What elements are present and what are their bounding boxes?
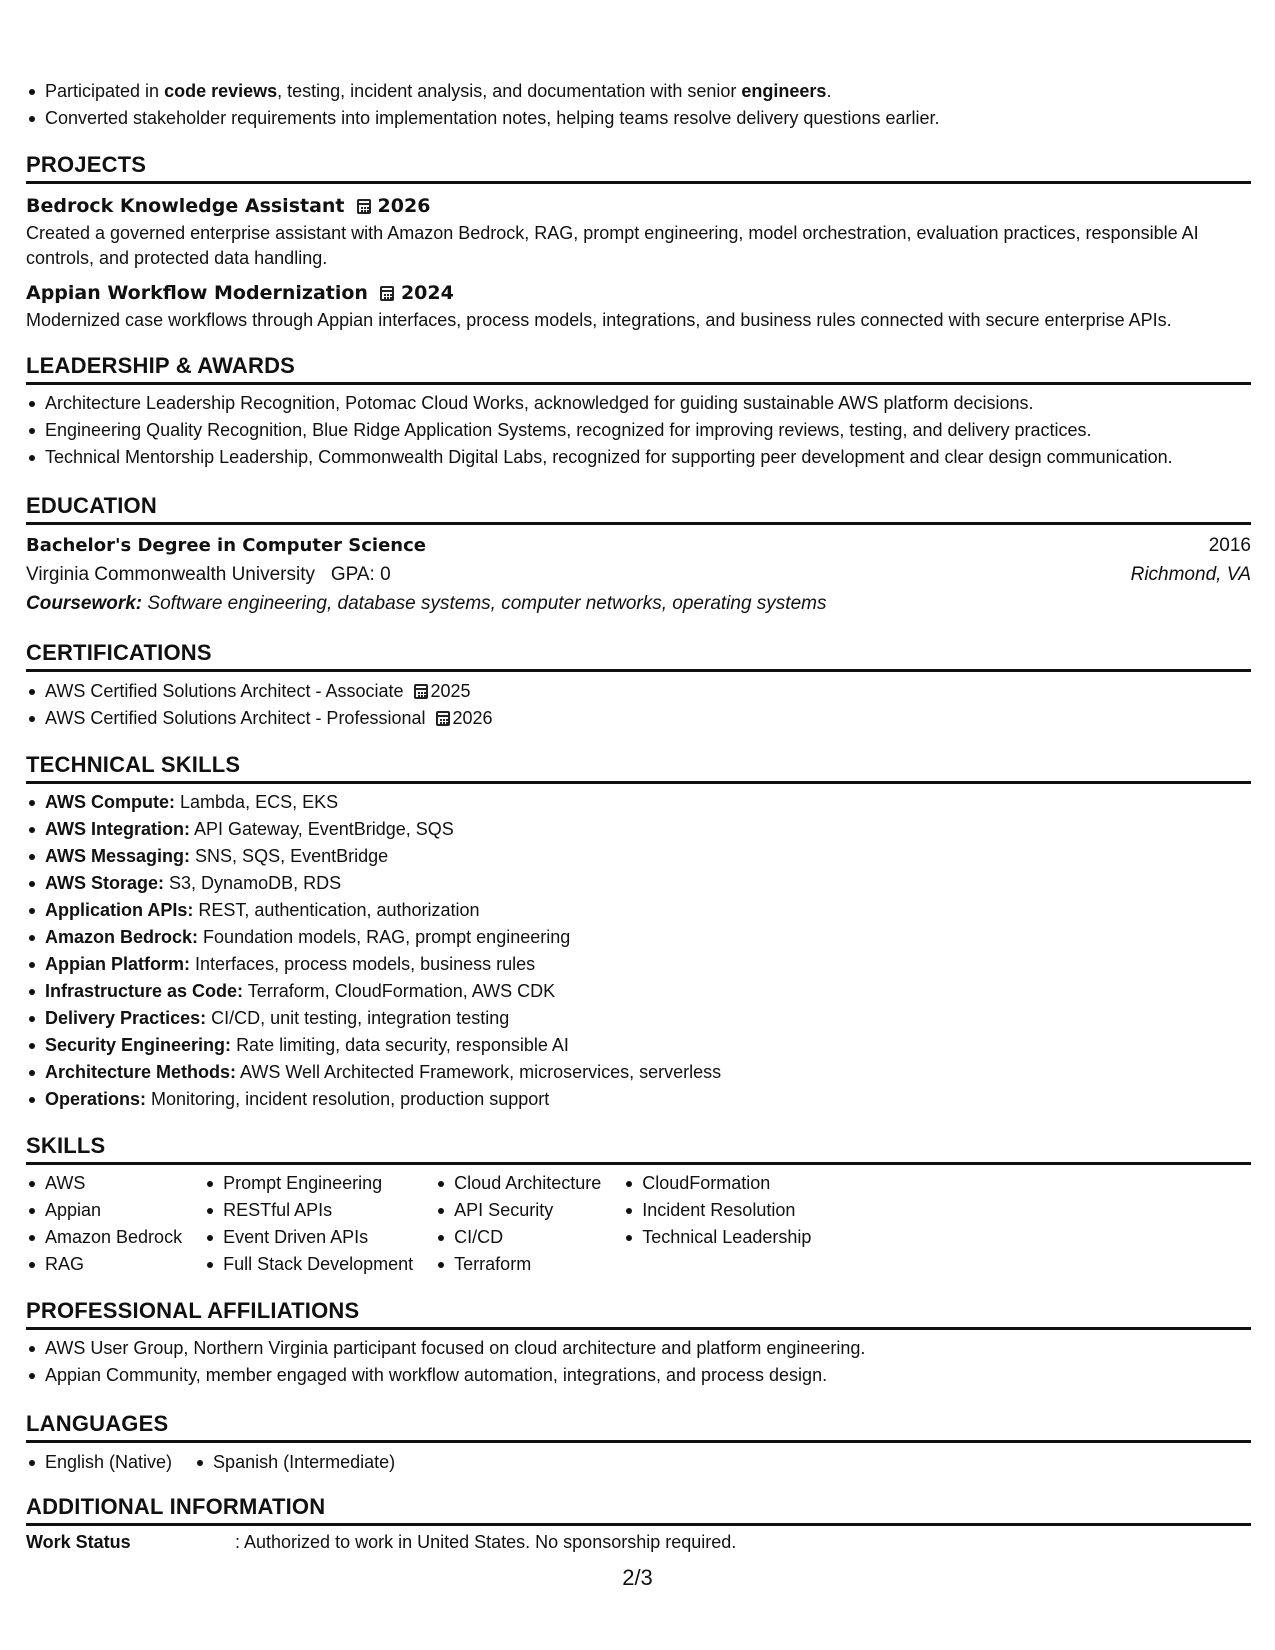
skills-column (204, 1170, 413, 1278)
leadership-item: Architecture Leadership Recognition, Potomac Cloud Works, acknowledged for guiding sustainable AWS platform decisions. (26, 390, 1251, 417)
skill-item: Event Driven APIs (204, 1224, 413, 1251)
leadership-item: Engineering Quality Recognition, Blue Ridge Application Systems, recognized for improving reviews, testing, and delivery practices. (26, 417, 1251, 444)
technical-skill-item: AWS Storage: S3, DynamoDB, RDS (26, 870, 1251, 897)
coursework-label: Coursework: (26, 593, 143, 614)
skills-columns (26, 1170, 1251, 1278)
graduation-year: 2016 (1208, 535, 1251, 556)
technical-skills-list (26, 789, 1251, 1113)
certification-list (26, 678, 1251, 732)
coursework-value: Software engineering, database systems, computer networks, operating systems (147, 593, 827, 614)
technical-skill-item: Amazon Bedrock: Foundation models, RAG, prompt engineering (26, 924, 1251, 951)
skill-item: API Security (435, 1197, 601, 1224)
project-item (26, 278, 1251, 333)
calendar-icon (380, 286, 394, 301)
school-name: Virginia Commonwealth University (26, 564, 315, 585)
project-description: Created a governed enterprise assistant with Amazon Bedrock, RAG, prompt engineering, model orchestration, evaluation practices, responsible AI controls, and protected data handling. (26, 223, 1199, 268)
technical-skill-item: AWS Compute: Lambda, ECS, EKS (26, 789, 1251, 816)
section-title-leadership: LEADERSHIP & AWARDS (26, 351, 1251, 385)
affiliation-item: Appian Community, member engaged with workflow automation, integrations, and process design. (26, 1362, 1251, 1389)
work-status-value: : Authorized to work in United States. No sponsorship required. (235, 1532, 737, 1552)
technical-skill-item: Architecture Methods: AWS Well Architected Framework, microservices, serverless (26, 1059, 1251, 1086)
project-description: Modernized case workflows through Appian interfaces, process models, integrations, and business rules connected with secure enterprise APIs. (26, 310, 1172, 330)
project-date: 2026 (377, 195, 431, 217)
technical-skill-item: AWS Messaging: SNS, SQS, EventBridge (26, 843, 1251, 870)
calendar-icon (436, 711, 450, 726)
intro-bullet: Converted stakeholder requirements into implementation notes, helping teams resolve delivery questions earlier. (26, 105, 1251, 132)
project-title (26, 191, 1251, 221)
project-name: Bedrock Knowledge Assistant (26, 195, 345, 217)
technical-skill-item: Security Engineering: Rate limiting, data security, responsible AI (26, 1032, 1251, 1059)
project-title (26, 278, 1251, 308)
project-date: 2024 (400, 282, 454, 304)
skill-item: Technical Leadership (623, 1224, 811, 1251)
skill-item: Terraform (435, 1251, 601, 1278)
school-location: Richmond, VA (1130, 564, 1251, 585)
leadership-list (26, 390, 1251, 471)
education-row (26, 560, 1251, 589)
technical-skill-item: Operations: Monitoring, incident resolution, production support (26, 1086, 1251, 1113)
section-title-technical-skills: TECHNICAL SKILLS (26, 750, 1251, 784)
work-status-label: Work Status (26, 1532, 131, 1552)
resume-content (26, 78, 1251, 1556)
calendar-icon (357, 199, 371, 214)
skill-item: Full Stack Development (204, 1251, 413, 1278)
languages-list (26, 1449, 1251, 1476)
section-title-education: EDUCATION (26, 491, 1251, 525)
technical-skill-item: Appian Platform: Interfaces, process models, business rules (26, 951, 1251, 978)
certification-item: AWS Certified Solutions Architect - Associate 2025 (26, 678, 1251, 705)
skills-column (435, 1170, 601, 1278)
page-number: 2/3 (622, 1565, 653, 1590)
technical-skill-item: Application APIs: REST, authentication, authorization (26, 897, 1251, 924)
technical-skill-item: Infrastructure as Code: Terraform, CloudFormation, AWS CDK (26, 978, 1251, 1005)
intro-bullet: Participated in code reviews, testing, incident analysis, and documentation with senior engineers. (26, 78, 1251, 105)
leadership-item: Technical Mentorship Leadership, Commonwealth Digital Labs, recognized for supporting peer development and clear design communication. (26, 444, 1251, 471)
project-name: Appian Workflow Modernization (26, 282, 368, 304)
skill-item: AWS (26, 1170, 182, 1197)
skill-item: Appian (26, 1197, 182, 1224)
coursework (26, 589, 1251, 618)
affiliations-list (26, 1335, 1251, 1389)
intro-bullet-list (26, 78, 1251, 132)
section-title-projects: PROJECTS (26, 150, 1251, 184)
skill-item: Cloud Architecture (435, 1170, 601, 1197)
section-title-skills: SKILLS (26, 1131, 1251, 1165)
skill-item: CI/CD (435, 1224, 601, 1251)
language-item: Spanish (Intermediate) (194, 1449, 395, 1476)
skill-item: Amazon Bedrock (26, 1224, 182, 1251)
technical-skill-item: Delivery Practices: CI/CD, unit testing, integration testing (26, 1005, 1251, 1032)
technical-skill-item: AWS Integration: API Gateway, EventBridge, SQS (26, 816, 1251, 843)
skill-item: Incident Resolution (623, 1197, 811, 1224)
skills-column (623, 1170, 811, 1278)
certification-item: AWS Certified Solutions Architect - Professional 2026 (26, 705, 1251, 732)
affiliation-item: AWS User Group, Northern Virginia participant focused on cloud architecture and platform engineering. (26, 1335, 1251, 1362)
skill-item: RESTful APIs (204, 1197, 413, 1224)
skills-column (26, 1170, 182, 1278)
skill-item: RAG (26, 1251, 182, 1278)
degree: Bachelor's Degree in Computer Science (26, 535, 426, 556)
project-item (26, 191, 1251, 271)
gpa: GPA: 0 (330, 564, 391, 585)
section-title-affiliations: PROFESSIONAL AFFILIATIONS (26, 1296, 1251, 1330)
education-row (26, 531, 1251, 560)
skill-item: Prompt Engineering (204, 1170, 413, 1197)
section-title-certifications: CERTIFICATIONS (26, 638, 1251, 672)
work-status-row (26, 1529, 1251, 1556)
language-item: English (Native) (26, 1449, 172, 1476)
calendar-icon (414, 684, 428, 699)
section-title-languages: LANGUAGES (26, 1409, 1251, 1443)
skill-item: CloudFormation (623, 1170, 811, 1197)
section-title-additional-information: ADDITIONAL INFORMATION (26, 1492, 1251, 1526)
